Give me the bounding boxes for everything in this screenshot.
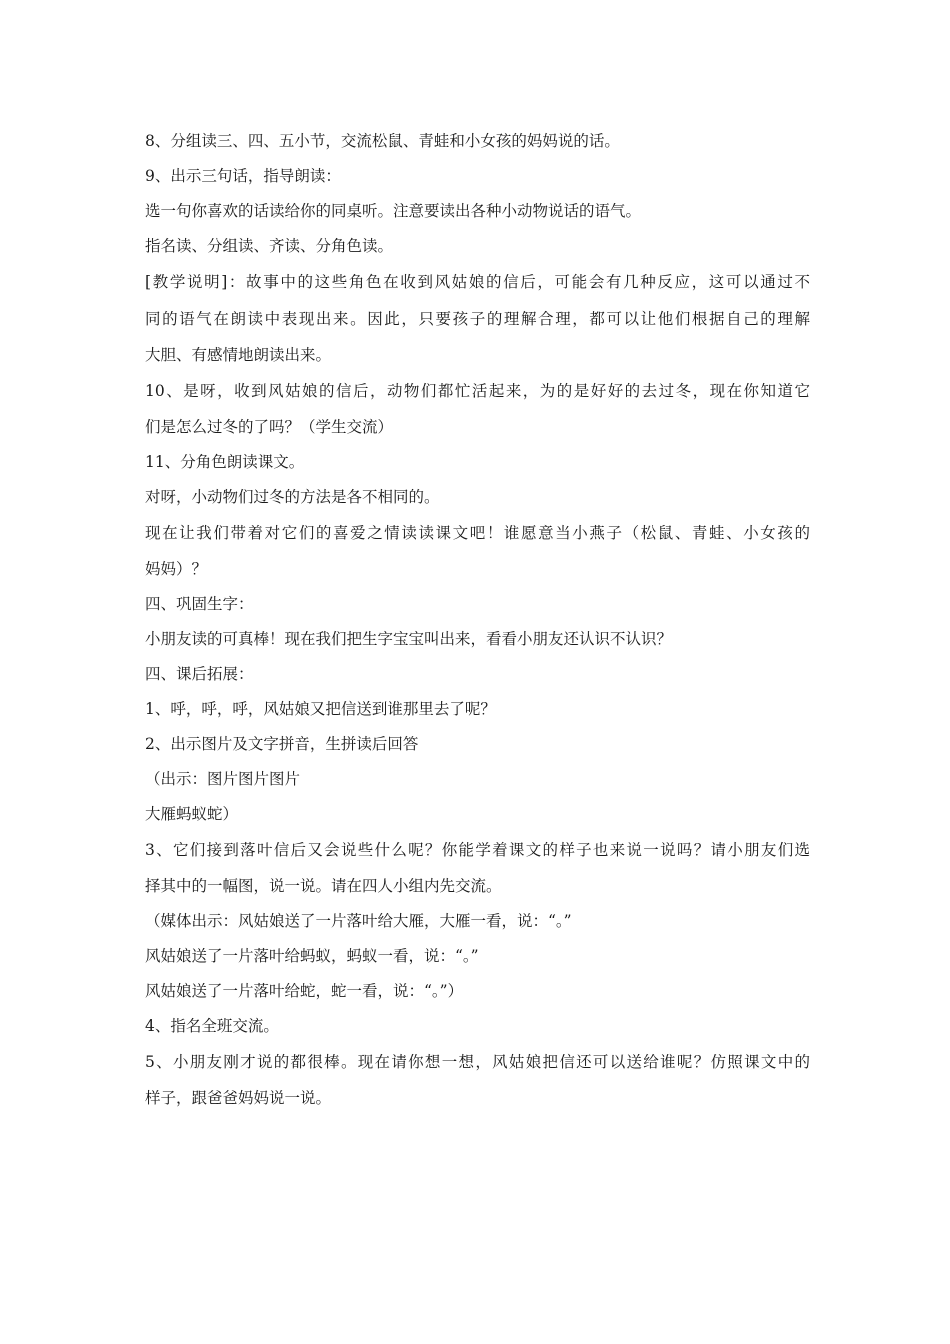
paragraph-line: 们是怎么过冬的了吗？（学生交流） bbox=[145, 418, 394, 436]
paragraph-line: （出示：图片图片图片 bbox=[145, 770, 301, 788]
paragraph-line: 样子，跟爸爸妈妈说一说。 bbox=[145, 1089, 332, 1107]
paragraph-line: 小朋友读的可真棒！现在我们把生字宝宝叫出来，看看小朋友还认识不认识？ bbox=[145, 630, 673, 648]
paragraph-line: 风姑娘送了一片落叶给蚂蚁，蚂蚁一看，说：“。” bbox=[145, 947, 479, 965]
paragraph-line: 2、出示图片及文字拼音，生拼读后回答 bbox=[145, 735, 419, 753]
paragraph-line: 指名读、分组读、齐读、分角色读。 bbox=[145, 237, 394, 255]
paragraph-line: 择其中的一幅图，说一说。请在四人小组内先交流。 bbox=[145, 877, 502, 895]
paragraph-line: 大胆、有感情地朗读出来。 bbox=[145, 346, 332, 364]
paragraph-line: 选一句你喜欢的话读给你的同桌听。注意要读出各种小动物说话的语气。 bbox=[145, 202, 642, 220]
section-heading: 四、巩固生字： bbox=[145, 595, 254, 613]
paragraph-line: 3、它们接到落叶信后又会说些什么呢？你能学着课文的样子也来说一说吗？请小朋友们选 bbox=[145, 841, 810, 859]
paragraph-line: 9、出示三句话，指导朗读： bbox=[145, 167, 341, 185]
paragraph-line: 对呀，小动物们过冬的方法是各不相同的。 bbox=[145, 488, 440, 506]
paragraph-line: 8、分组读三、四、五小节，交流松鼠、青蛙和小女孩的妈妈说的话。 bbox=[145, 132, 620, 150]
paragraph-line: 10、是呀，收到风姑娘的信后，动物们都忙活起来，为的是好好的去过冬，现在你知道它 bbox=[145, 382, 810, 400]
paragraph-line: 风姑娘送了一片落叶给蛇，蛇一看，说：“。”） bbox=[145, 982, 464, 1000]
paragraph-line: 同的语气在朗读中表现出来。因此，只要孩子的理解合理，都可以让他们根据自己的理解 bbox=[145, 310, 810, 328]
paragraph-line: 1、呼，呼，呼，风姑娘又把信送到谁那里去了呢？ bbox=[145, 700, 496, 718]
paragraph-line: 5、小朋友刚才说的都很棒。现在请你想一想，风姑娘把信还可以送给谁呢？仿照课文中的 bbox=[145, 1053, 810, 1071]
paragraph-line: 妈妈）？ bbox=[145, 560, 208, 578]
paragraph-line: [教学说明]：故事中的这些角色在收到风姑娘的信后，可能会有几种反应，这可以通过不 bbox=[145, 273, 810, 291]
paragraph-line: 11、分角色朗读课文。 bbox=[145, 453, 305, 471]
document-body bbox=[145, 124, 810, 1116]
paragraph-line: 现在让我们带着对它们的喜爱之情读读课文吧！谁愿意当小燕子（松鼠、青蛙、小女孩的 bbox=[145, 524, 810, 542]
paragraph-line: 4、指名全班交流。 bbox=[145, 1017, 279, 1035]
section-heading: 四、课后拓展： bbox=[145, 665, 254, 683]
paragraph-line: （媒体出示：风姑娘送了一片落叶给大雁，大雁一看，说：“。” bbox=[145, 912, 572, 930]
paragraph-line: 大雁蚂蚁蛇） bbox=[145, 805, 239, 823]
